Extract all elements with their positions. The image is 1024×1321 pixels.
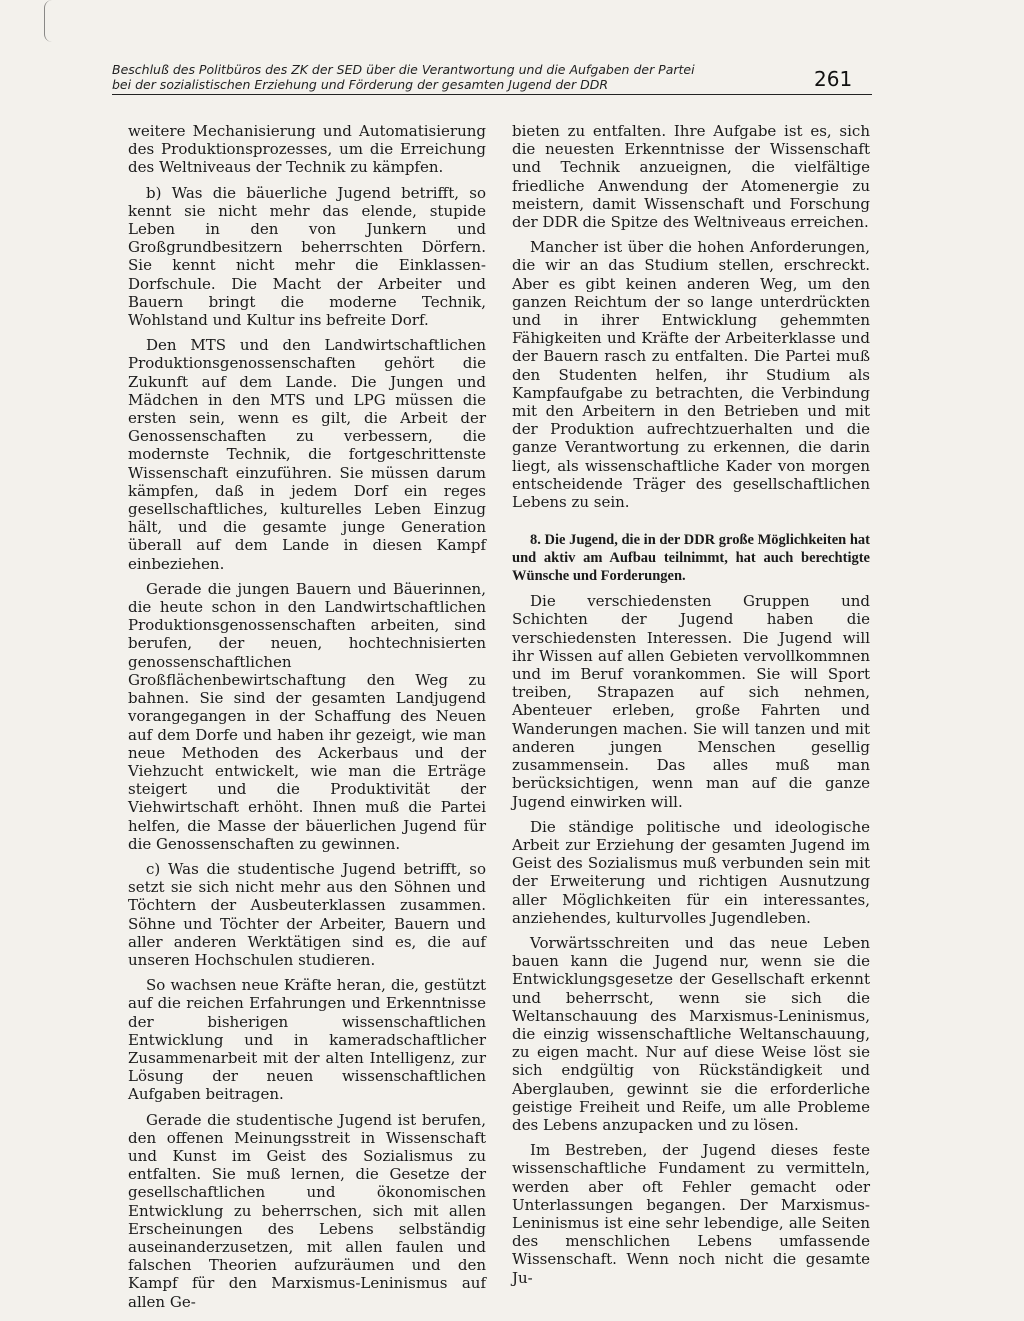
paragraph: Im Bestreben, der Jugend dieses feste wissenschaftliche Fundament zu vermitteln, werden aber oft Fehler gemacht oder Unterlassungen begangen. Der Marxismus-Leninismus ist eine sehr lebendige, alle Seiten des menschlichen Lebens umfassende Wissenschaft. Wenn noch nicht die gesamte Ju- <box>512 1141 870 1287</box>
paragraph: weitere Mechanisierung und Automatisierung des Produktionsprozesses, um die Erreichung des Weltniveaus der Technik zu kämpfen. <box>128 122 486 177</box>
scan-edge-mark <box>44 0 55 42</box>
paragraph: bieten zu entfalten. Ihre Aufgabe ist es, sich die neuesten Erkenntnisse der Wissenschaft und Technik anzueignen, die vielfältige friedliche Anwendung der Atomenergie zu meistern, damit Wissenschaft und Forschung der DDR die Spitze des Weltniveaus erreichen. <box>512 122 870 232</box>
left-column <box>128 122 486 1318</box>
section-heading: 8. Die Jugend, die in der DDR große Möglichkeiten hat und aktiv am Aufbau teilnimmt, hat auch berechtigte Wünsche und Forderungen. <box>512 532 870 585</box>
paragraph: Gerade die jungen Bauern und Bäuerinnen, die heute schon in den Landwirtschaftlichen Produktionsgenossenschaften arbeiten, sind berufen, der neuen, hochtechnisierten genossenschaftlichen Großflächenbewirtschaftung den Weg zu bahnen. Sie sind der gesamten Landjugend vorangegangen in der Schaffung des Neuen auf dem Dorfe und haben ihr gezeigt, wie man neue Methoden des Ackerbaus und der Viehzucht entwickelt, wie man die Erträge steigert und die Produktivität der Viehwirtschaft erhöht. Ihnen muß die Partei helfen, die Masse der bäuerlichen Jugend für die Genossenschaften zu gewinnen. <box>128 579 486 853</box>
paragraph: Vorwärtsschreiten und das neue Leben bauen kann die Jugend nur, wenn sie die Entwicklungsgesetze der Gesellschaft erkennt und beherrscht, wenn sie sich die Weltanschauung des Marxismus-Leninismus, die einzig wissenschaftliche Weltanschauung, zu eigen macht. Nur auf diese Weise löst sie sich endgültig von Rückständigkeit und Aberglauben, gewinnt sie die erforderliche geistige Freiheit und Reife, um alle Probleme des Lebens anzupacken und zu lösen. <box>512 933 870 1134</box>
paragraph: Den MTS und den Landwirtschaftlichen Produktionsgenossenschaften gehört die Zukunft auf dem Lande. Die Jungen und Mädchen in den MTS und LPG müssen die ersten sein, wenn es gilt, die Arbeit der Genossenschaften zu verbessern, die modernste Technik, die fortgeschrittenste Wissenschaft einzuführen. Sie müssen darum kämpfen, daß in jedem Dorf ein reges gesellschaftliches, kulturelles Leben Einzug hält, und die gesamte junge Generation überall auf dem Lande in diesen Kampf einbeziehen. <box>128 336 486 573</box>
running-header <box>112 62 872 95</box>
paragraph: Mancher ist über die hohen Anforderungen, die wir an das Studium stellen, erschreckt. Aber es gibt keinen anderen Weg, um den ganzen Reichtum der so lange unterdrückten und in ihrer Entwicklung gehemmten Fähigkeiten und Kräfte der Arbeiterklasse und der Bauern rasch zu entfalten. Die Partei muß den Studenten helfen, ihr Studium als Kampfaufgabe zu betrachten, die Verbindung mit den Arbeitern in den Betrieben und mit der Produktion aufrechtzuerhalten und die ganze Verantwortung zu erkennen, die darin liegt, als wissenschaftliche Kader von morgen entscheidende Träger des gesellschaftlichen Lebens zu sein. <box>512 238 870 512</box>
paragraph: So wachsen neue Kräfte heran, die, gestützt auf die reichen Erfahrungen und Erkenntnisse der bisherigen wissenschaftlichen Entwicklung und in kameradschaftlicher Zusammenarbeit mit der alten Intelligenz, zur Lösung der neuen wissenschaftlichen Aufgaben beitragen. <box>128 976 486 1104</box>
paragraph: c) Was die studentische Jugend betrifft, so setzt sie sich nicht mehr aus den Söhnen und Töchtern der Ausbeuterklassen zusammen. Söhne und Töchter der Arbeiter, Bauern und aller anderen Werktätigen sind es, die auf unseren Hochschulen studieren. <box>128 859 486 969</box>
right-column <box>512 122 870 1294</box>
header-line-1: Beschluß des Politbüros des ZK der SED über die Verantwortung und die Aufgaben der Partei <box>112 62 695 77</box>
paragraph: Gerade die studentische Jugend ist berufen, den offenen Meinungsstreit in Wissenschaft und Kunst im Geist des Sozialismus zu entfalten. Sie muß lernen, die Gesetze der gesellschaftlichen und ökonomischen Entwicklung zu beherrschen, sich mit allen Erscheinungen des Lebens selbständig auseinanderzusetzen, mit allen faulen und falschen Theorien aufzuräumen und den Kampf für den Marxismus-Leninismus auf allen Ge- <box>128 1110 486 1311</box>
header-line-2: bei der sozialistischen Erziehung und Förderung der gesamten Jugend der DDR <box>112 77 609 92</box>
paragraph: b) Was die bäuerliche Jugend betrifft, so kennt sie nicht mehr das elende, stupide Leben in den von Junkern und Großgrundbesitzern beherrschten Dörfern. Sie kennt nicht mehr die Einklassen-Dorfschule. Die Macht der Arbeiter und Bauern bringt die moderne Technik, Wohlstand und Kultur ins befreite Dorf. <box>128 183 486 330</box>
paragraph: Die verschiedensten Gruppen und Schichten der Jugend haben die verschiedensten Interessen. Die Jugend will ihr Wissen auf allen Gebieten vervollkommnen und im Beruf vorankommen. Sie will Sport treiben, Strapazen auf sich nehmen, Abenteuer erleben, große Fahrten und Wanderungen machen. Sie will tanzen und mit anderen jungen Menschen gesellig zusammensein. Das alles muß man berücksichtigen, wenn man auf die ganze Jugend einwirken will. <box>512 592 870 811</box>
paragraph: Die ständige politische und ideologische Arbeit zur Erziehung der gesamten Jugend im Geist des Sozialismus muß verbunden sein mit der Erweiterung und richtigen Ausnutzung aller Möglichkeiten für ein interessantes, anziehendes, kulturvolles Jugendleben. <box>512 817 870 927</box>
page-number: 261 <box>814 67 853 91</box>
